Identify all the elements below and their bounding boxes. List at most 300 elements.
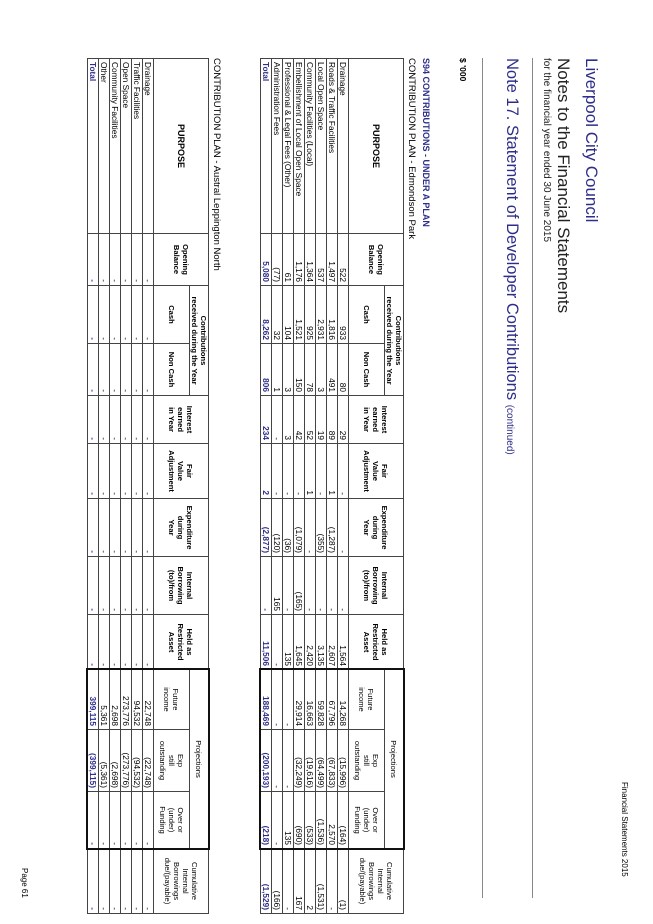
header-text: Fair — [185, 464, 195, 478]
table-cell: (19,616) — [305, 730, 316, 792]
column-header — [349, 286, 385, 344]
table-cell: (32,249) — [294, 730, 305, 792]
table-cell: - — [110, 849, 121, 914]
column-header — [349, 396, 404, 444]
table-cell: - — [121, 615, 132, 670]
table-cell: - — [99, 499, 110, 557]
table-cell: (164) — [338, 792, 349, 849]
column-header — [349, 615, 404, 670]
table-cell: 29,914 — [294, 670, 305, 730]
table-cell: 491 — [327, 344, 338, 396]
table-cell: - — [88, 344, 99, 396]
row-label: Total — [261, 59, 272, 234]
header-text: due/(payable) — [358, 857, 367, 905]
table-row — [294, 59, 305, 914]
column-header — [154, 499, 209, 557]
table-cell: 16,663 — [305, 670, 316, 730]
header-text: in Year — [362, 407, 372, 432]
table-cell: 1 — [327, 444, 338, 499]
header-text: (to)/from — [167, 569, 177, 602]
header-text: Future — [171, 688, 181, 711]
header-text: in Year — [167, 407, 177, 432]
column-header — [154, 849, 209, 914]
table-cell: - — [88, 499, 99, 557]
header-text: Borrowing — [371, 566, 381, 605]
table-cell: - — [110, 792, 121, 849]
table-cell: - — [132, 396, 143, 444]
column-header — [349, 730, 385, 792]
column-header — [154, 615, 209, 670]
table-cell: 52 — [305, 396, 316, 444]
table-cell: - — [272, 615, 283, 670]
table-cell: (2,698) — [110, 730, 121, 792]
table-cell: 165 — [272, 557, 283, 615]
table-cell: 11,506 — [261, 615, 272, 670]
table-cell: 1,521 — [294, 286, 305, 344]
table-cell: 5,361 — [99, 670, 110, 730]
header-text: Year — [167, 519, 177, 536]
header-text: income — [357, 687, 367, 712]
header-text: due/(payable) — [163, 857, 172, 905]
table-cell: 3,135 — [316, 615, 327, 670]
header-text: Interest — [380, 405, 390, 434]
table-cell: - — [99, 344, 110, 396]
table-cell: 2,570 — [327, 792, 338, 849]
row-label: Open Space — [121, 59, 132, 234]
total-row — [261, 59, 272, 914]
table-cell: (1,079) — [294, 499, 305, 557]
table-cell: (120) — [272, 499, 283, 557]
header-text: during — [176, 515, 186, 540]
header-text: Future — [366, 688, 376, 711]
table-row — [99, 59, 110, 914]
table-cell: - — [132, 234, 143, 286]
table-cell: - — [88, 792, 99, 849]
table-cell: 61 — [283, 234, 294, 286]
table-row — [143, 59, 154, 914]
table-cell: - — [143, 234, 154, 286]
table-cell: - — [110, 444, 121, 499]
table-cell: 32 — [272, 286, 283, 344]
table-cell: (166) — [272, 849, 283, 914]
table-cell: - — [132, 849, 143, 914]
table-cell: 8,262 — [261, 286, 272, 344]
header-text: Projections — [194, 740, 204, 778]
header-text: Borrowing — [176, 566, 186, 605]
header-text: received during the Year — [385, 296, 394, 385]
column-header — [349, 444, 404, 499]
notes-title: Notes to the Financial Statements — [554, 58, 573, 314]
table-cell: - — [272, 444, 283, 499]
table-cell: - — [121, 499, 132, 557]
table-cell: 14,268 — [338, 670, 349, 730]
table-cell: - — [132, 792, 143, 849]
council-name: Liverpool City Council — [582, 58, 601, 223]
header-text: PURPOSE — [371, 123, 382, 168]
header-text: Internal — [376, 868, 385, 894]
column-header — [349, 499, 404, 557]
table-cell: - — [88, 286, 99, 344]
table-row — [338, 59, 349, 914]
header-text: Internal — [185, 571, 195, 600]
table-cell: (94,532) — [132, 730, 143, 792]
table-cell: - — [143, 344, 154, 396]
table-row — [110, 59, 121, 914]
plan-title: CONTRIBUTION PLAN - Austral Leppington North — [211, 58, 222, 271]
table-cell: - — [99, 792, 110, 849]
purpose-header — [349, 59, 404, 234]
table-cell: - — [316, 557, 327, 615]
column-header — [154, 234, 209, 286]
header-text: received during the Year — [190, 296, 199, 385]
header-text: Adjustment — [167, 450, 177, 492]
table-cell: - — [338, 444, 349, 499]
header-text: (under) — [167, 807, 176, 833]
table-cell: (77) — [272, 234, 283, 286]
table-cell: 933 — [338, 286, 349, 344]
table-cell: 67,796 — [327, 670, 338, 730]
table-cell: (1,529) — [261, 849, 272, 914]
table-cell: (200,193) — [261, 730, 272, 792]
column-header — [154, 730, 190, 792]
table-cell: - — [110, 396, 121, 444]
table-row — [305, 59, 316, 914]
note-continued: (continued) — [504, 404, 515, 455]
header-text: Borrowings — [367, 862, 376, 900]
header-text: Adjustment — [362, 450, 372, 492]
header-text: Contributions — [394, 315, 403, 366]
table-cell: 135 — [283, 615, 294, 670]
table-cell: - — [88, 557, 99, 615]
table-cell: - — [132, 615, 143, 670]
table-cell: - — [88, 234, 99, 286]
table-cell: - — [283, 557, 294, 615]
table-cell: - — [88, 396, 99, 444]
table-cell: (218) — [261, 792, 272, 849]
table-cell: 1,364 — [305, 234, 316, 286]
table-cell: 1,816 — [327, 286, 338, 344]
table-cell: (690) — [294, 792, 305, 849]
table-cell: - — [121, 557, 132, 615]
table-cell: - — [143, 396, 154, 444]
table-cell: 104 — [283, 286, 294, 344]
header-text: earned — [371, 407, 381, 432]
table-cell: 522 — [338, 234, 349, 286]
table-cell: - — [88, 849, 99, 914]
row-label: Embellishment of Local Open Space — [294, 59, 305, 234]
column-header — [385, 286, 404, 396]
table-cell: 135 — [283, 792, 294, 849]
header-text: outstanding — [353, 740, 362, 781]
table-cell: - — [110, 557, 121, 615]
table-cell: 2,420 — [305, 615, 316, 670]
table-cell: - — [143, 557, 154, 615]
column-header — [349, 344, 385, 396]
table-cell: - — [283, 730, 294, 792]
header-text: Over or — [176, 807, 185, 833]
header-text: outstanding — [158, 740, 167, 781]
table-cell: 1 — [305, 444, 316, 499]
table-row — [327, 59, 338, 914]
row-label: Other — [99, 59, 110, 234]
header-text: income — [162, 687, 172, 712]
table-cell: 2 — [261, 444, 272, 499]
header-text: Opening — [181, 244, 190, 275]
table-cell: - — [143, 849, 154, 914]
table-cell: 22,748 — [143, 670, 154, 730]
contributions-table — [260, 58, 404, 914]
header-text: PURPOSE — [176, 123, 187, 168]
page-number: Page 61 — [20, 868, 29, 898]
table-cell: - — [316, 444, 327, 499]
column-header — [154, 344, 190, 396]
table-cell: - — [143, 499, 154, 557]
table-cell: 1,564 — [338, 615, 349, 670]
header-label: Financial Statements 2015 — [620, 782, 629, 877]
row-label: Roads & Traffic Facilities — [327, 59, 338, 234]
table-cell: 150 — [294, 344, 305, 396]
header-text: Year — [362, 519, 372, 536]
table-cell: 399,115 — [88, 670, 99, 730]
units-label: $ '000 — [458, 58, 468, 82]
header-text: Cumulative — [385, 862, 394, 900]
header-text: Value — [371, 461, 381, 481]
table-cell: 925 — [305, 286, 316, 344]
table-cell: 59,828 — [316, 670, 327, 730]
column-header — [154, 286, 190, 344]
table-cell: (355) — [316, 499, 327, 557]
notes-subtitle: for the financial year ended 30 June 2015 — [541, 58, 552, 243]
column-header — [154, 396, 209, 444]
table-cell: - — [121, 444, 132, 499]
table-cell: (399,115) — [88, 730, 99, 792]
table-cell: - — [99, 849, 110, 914]
table-cell: - — [327, 557, 338, 615]
table-cell: - — [294, 444, 305, 499]
header-text: Interest — [185, 405, 195, 434]
table-cell: 2,931 — [316, 286, 327, 344]
table-cell: - — [143, 792, 154, 849]
header-text: Value — [176, 461, 186, 481]
column-header — [190, 286, 209, 396]
header-text: Exp — [176, 753, 185, 768]
table-cell: (1,536) — [316, 792, 327, 849]
column-header — [349, 792, 385, 849]
table-cell: 537 — [316, 234, 327, 286]
table-cell: 273,776 — [121, 670, 132, 730]
header-text: Contributions — [199, 315, 208, 366]
table-cell: - — [132, 344, 143, 396]
table-cell: - — [99, 615, 110, 670]
table-cell: 3 — [316, 344, 327, 396]
table-cell: - — [143, 615, 154, 670]
table-cell: 80 — [338, 344, 349, 396]
table-cell: 806 — [261, 344, 272, 396]
header-text: Borrowings — [172, 862, 181, 900]
table-cell: 1,176 — [294, 234, 305, 286]
note-title: Note 17. Statement of Developer Contributions — [503, 58, 521, 401]
header-text: Fair — [380, 464, 390, 478]
table-cell: 42 — [294, 396, 305, 444]
table-cell: - — [88, 444, 99, 499]
table-cell: (22,748) — [143, 730, 154, 792]
row-label: Administration Fees — [272, 59, 283, 234]
table-cell: - — [110, 615, 121, 670]
header-text: Held as — [185, 628, 195, 656]
header-text: (to)/from — [362, 569, 372, 602]
header-text: Expenditure — [185, 505, 195, 550]
table-cell: - — [121, 792, 132, 849]
table-cell: - — [110, 234, 121, 286]
table-row — [283, 59, 294, 914]
table-row — [132, 59, 143, 914]
table-cell: (1) — [338, 849, 349, 914]
header-text: still — [167, 755, 176, 766]
table-row — [272, 59, 283, 914]
table-cell: 1 — [272, 344, 283, 396]
header-text: Non Cash — [167, 351, 176, 388]
header-text: still — [362, 755, 371, 766]
table-cell: 89 — [327, 396, 338, 444]
header-text: Expenditure — [380, 505, 390, 550]
table-cell: - — [261, 557, 272, 615]
table-cell: - — [143, 286, 154, 344]
divider — [532, 58, 533, 898]
header-text: Cash — [362, 305, 371, 324]
table-cell: 2,607 — [327, 615, 338, 670]
table-row — [121, 59, 132, 914]
table-cell: (2,877) — [261, 499, 272, 557]
table-cell: 2 — [305, 849, 316, 914]
header-text: Asset — [167, 631, 177, 653]
table-cell: - — [88, 615, 99, 670]
header-text: Non Cash — [362, 351, 371, 388]
table-cell: - — [121, 286, 132, 344]
header-text: Internal — [181, 868, 190, 894]
table-cell: (5,361) — [99, 730, 110, 792]
table-cell: - — [305, 557, 316, 615]
header-text: Cumulative — [190, 862, 199, 900]
table-cell: - — [283, 670, 294, 730]
header-text: Restricted — [176, 623, 186, 661]
note-heading — [502, 58, 521, 455]
row-label: Community Facilities — [110, 59, 121, 234]
table-cell: 3 — [283, 344, 294, 396]
table-cell: - — [283, 849, 294, 914]
row-label: Local Open Space — [316, 59, 327, 234]
table-cell: - — [121, 849, 132, 914]
row-label: Drainage — [338, 59, 349, 234]
table-cell: - — [338, 557, 349, 615]
table-cell: - — [272, 396, 283, 444]
table-cell: 234 — [261, 396, 272, 444]
table-cell: 1,645 — [294, 615, 305, 670]
header-text: Funding — [158, 806, 167, 834]
table-cell: (67,833) — [327, 730, 338, 792]
table-cell: (1,531) — [316, 849, 327, 914]
column-header — [154, 557, 209, 615]
table-cell: (36) — [283, 499, 294, 557]
table-cell: 167 — [294, 849, 305, 914]
projections-header — [190, 670, 209, 849]
table-cell: - — [110, 344, 121, 396]
table-cell: (1,287) — [327, 499, 338, 557]
column-header — [154, 792, 190, 849]
header-text: Balance — [172, 244, 181, 275]
table-cell: 78 — [305, 344, 316, 396]
header-text: Restricted — [371, 623, 381, 661]
header-text: earned — [176, 407, 186, 432]
table-cell: - — [283, 444, 294, 499]
table-cell: - — [143, 444, 154, 499]
header-text: Projections — [389, 740, 399, 778]
header-text: during — [371, 515, 381, 540]
table-cell: - — [99, 396, 110, 444]
plan-title: CONTRIBUTION PLAN - Edmondson Park — [406, 58, 417, 240]
table-cell: - — [305, 499, 316, 557]
table-cell: - — [132, 557, 143, 615]
table-cell: - — [338, 499, 349, 557]
table-cell: - — [99, 444, 110, 499]
table-cell: - — [110, 499, 121, 557]
table-cell: (15,996) — [338, 730, 349, 792]
purpose-header — [154, 59, 209, 234]
projections-header — [385, 670, 404, 849]
table-cell: (533) — [305, 792, 316, 849]
header-text: Held as — [380, 628, 390, 656]
table-cell: 2,698 — [110, 670, 121, 730]
header-text: Opening — [376, 244, 385, 275]
table-cell: 3 — [283, 396, 294, 444]
table-cell: - — [99, 234, 110, 286]
column-header — [349, 234, 404, 286]
header-text: Over or — [371, 807, 380, 833]
header-text: (under) — [362, 807, 371, 833]
header-text: Funding — [353, 806, 362, 834]
section-heading: S94 CONTRIBUTIONS - UNDER A PLAN — [421, 58, 431, 227]
header-text: Asset — [362, 631, 372, 653]
column-header — [349, 670, 385, 730]
table-cell: - — [99, 286, 110, 344]
row-label: Traffic Facilities — [132, 59, 143, 234]
table-cell: (64,499) — [316, 730, 327, 792]
table-cell: 94,532 — [132, 670, 143, 730]
table-cell: 5,080 — [261, 234, 272, 286]
header-text: Exp — [371, 753, 380, 768]
contributions-table — [87, 58, 209, 914]
header-text: Balance — [367, 244, 376, 275]
table-cell: - — [132, 499, 143, 557]
header-text: Internal — [380, 571, 390, 600]
row-label: Professional & Legal Fees (Other) — [283, 59, 294, 234]
column-header — [154, 444, 209, 499]
column-header — [349, 557, 404, 615]
table-cell: - — [327, 849, 338, 914]
table-cell: - — [99, 557, 110, 615]
table-cell: - — [121, 396, 132, 444]
table-cell: (273,776) — [121, 730, 132, 792]
header-text: Cash — [167, 305, 176, 324]
table-cell: (165) — [294, 557, 305, 615]
table-cell: - — [121, 234, 132, 286]
table-cell: - — [110, 286, 121, 344]
table-cell: - — [272, 670, 283, 730]
table-cell: - — [272, 730, 283, 792]
row-label: Drainage — [143, 59, 154, 234]
table-cell: 19 — [316, 396, 327, 444]
row-label: Community Facilities (Local) — [305, 59, 316, 234]
table-cell: 1,497 — [327, 234, 338, 286]
